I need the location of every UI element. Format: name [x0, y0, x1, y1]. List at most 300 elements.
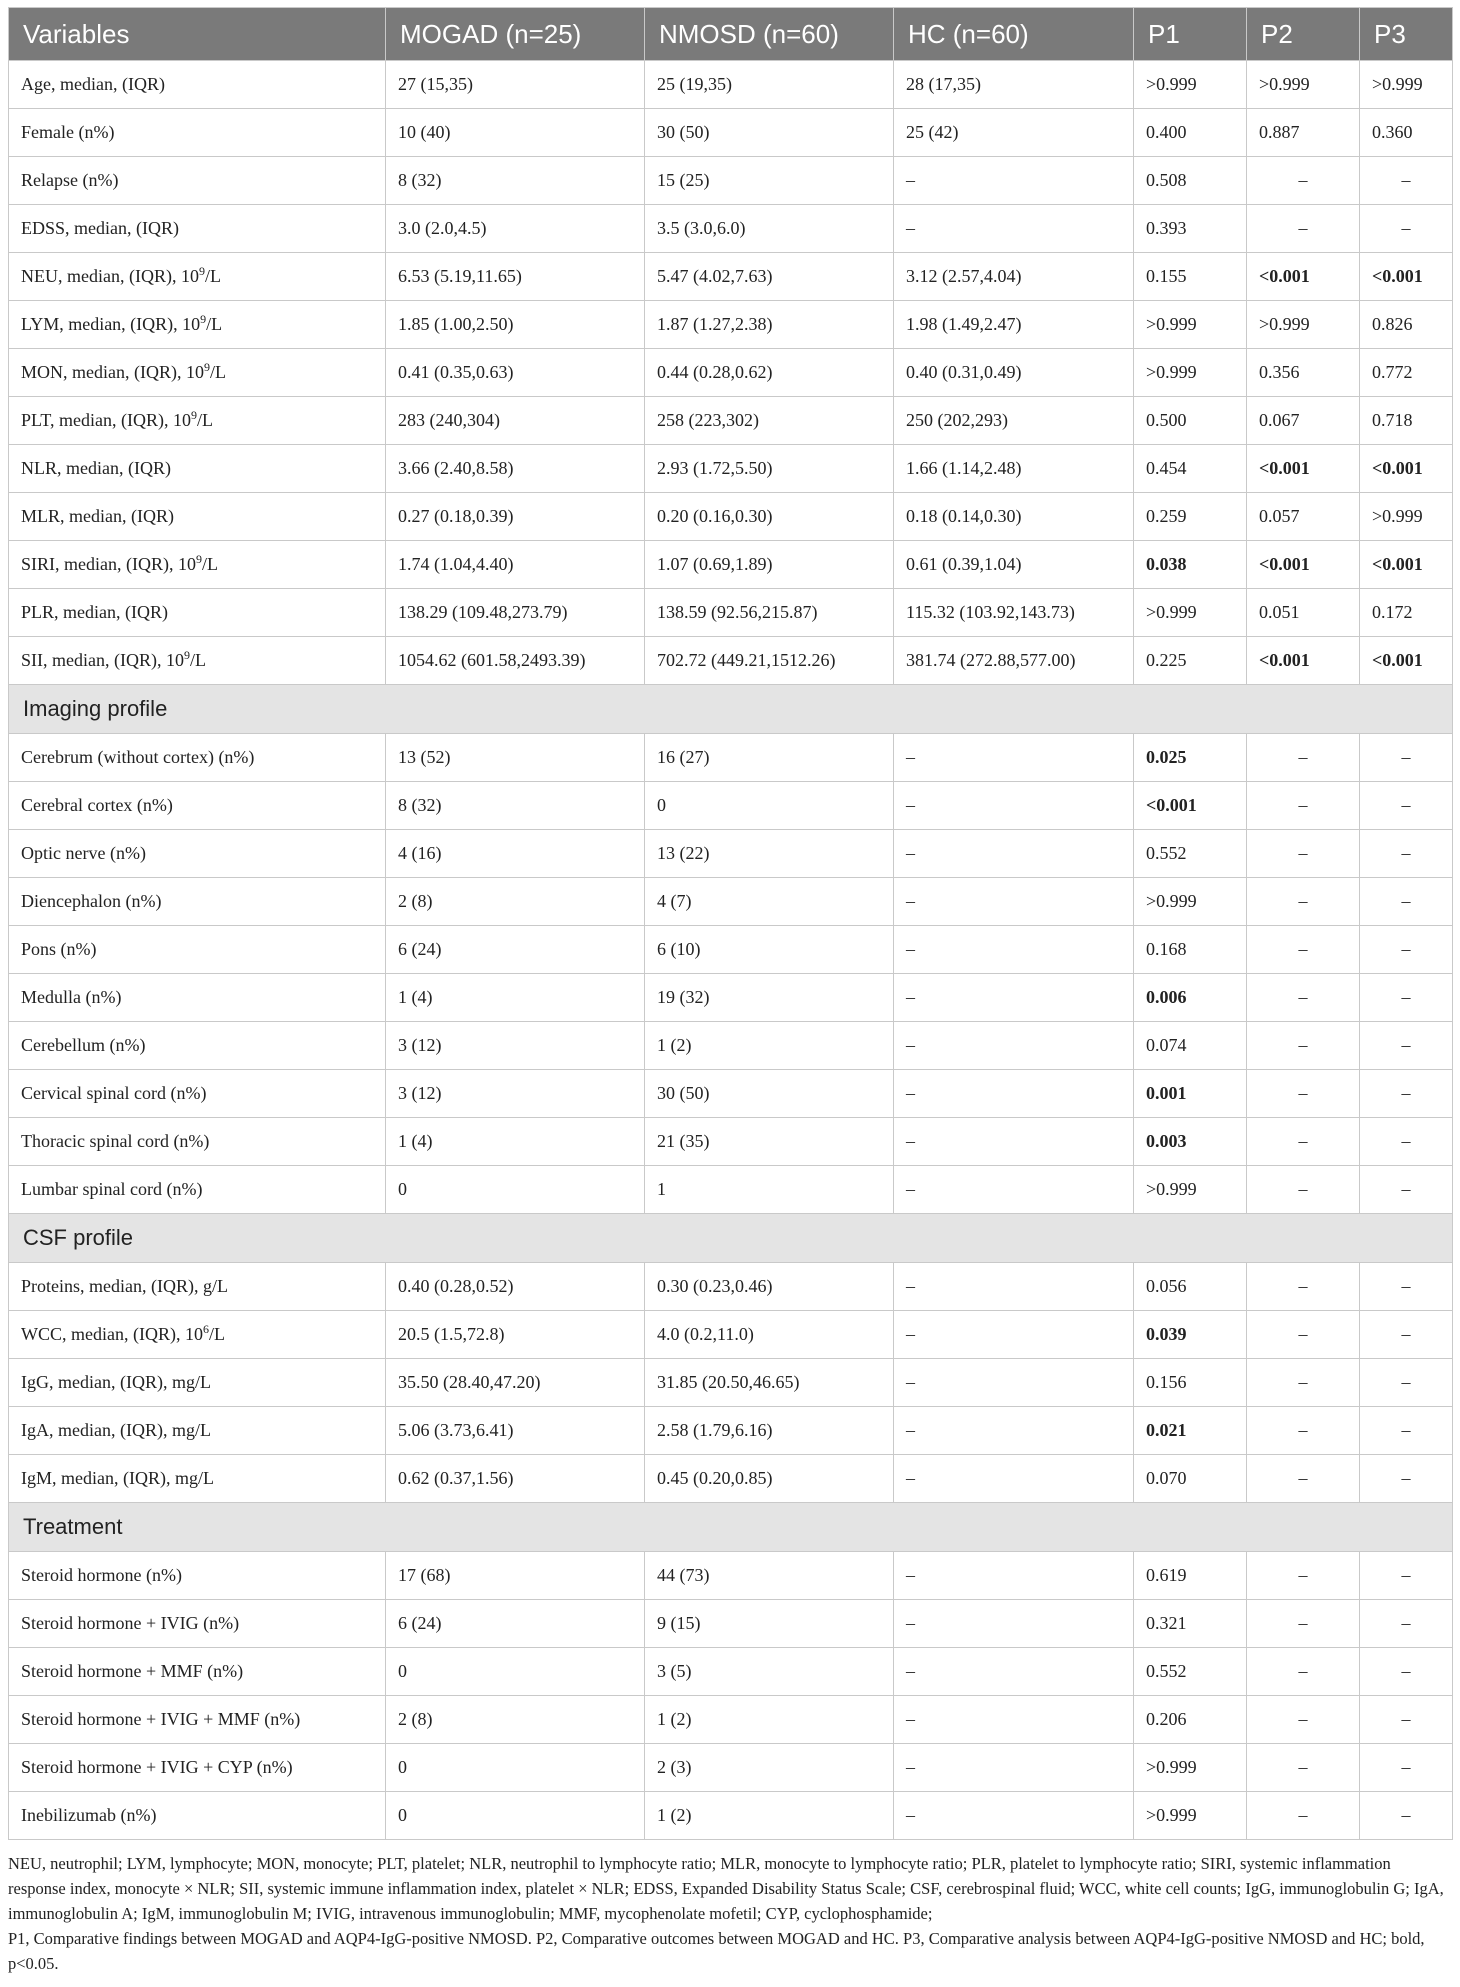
p-value-cell: 0.552	[1134, 830, 1247, 878]
row-label-unit: /L	[204, 266, 221, 286]
value-cell: 5.06 (3.73,6.41)	[386, 1407, 645, 1455]
table-row	[9, 493, 1453, 541]
p-value-cell: –	[1360, 1263, 1453, 1311]
value-cell: –	[894, 1166, 1134, 1214]
row-label	[9, 1744, 386, 1792]
row-label-text: Pons (n%)	[21, 939, 97, 959]
value-cell: 0.40 (0.31,0.49)	[894, 349, 1134, 397]
value-cell: 0.45 (0.20,0.85)	[645, 1455, 894, 1503]
p-value-cell: <0.001	[1247, 541, 1360, 589]
p-value-cell: –	[1360, 1455, 1453, 1503]
p-value-cell: >0.999	[1134, 1792, 1247, 1840]
row-label	[9, 637, 386, 685]
row-label-exponent: 9	[183, 648, 190, 662]
row-label-text: PLT, median, (IQR), 10	[21, 410, 191, 430]
header-p1: P1	[1134, 8, 1247, 61]
row-label	[9, 1166, 386, 1214]
row-label	[9, 349, 386, 397]
value-cell: 0.30 (0.23,0.46)	[645, 1263, 894, 1311]
value-cell: 0.20 (0.16,0.30)	[645, 493, 894, 541]
p-value-cell: 0.051	[1247, 589, 1360, 637]
p-value-cell: 0.156	[1134, 1359, 1247, 1407]
p-value-cell: 0.006	[1134, 974, 1247, 1022]
p-value-cell: –	[1247, 878, 1360, 926]
row-label-exponent: 9	[195, 552, 202, 566]
p-value-cell: –	[1360, 1359, 1453, 1407]
p-value-cell: –	[1247, 1552, 1360, 1600]
row-label-text: Steroid hormone + IVIG + MMF (n%)	[21, 1709, 301, 1729]
value-cell: 1.66 (1.14,2.48)	[894, 445, 1134, 493]
value-cell: 138.29 (109.48,273.79)	[386, 589, 645, 637]
value-cell: 2 (3)	[645, 1744, 894, 1792]
value-cell: –	[894, 157, 1134, 205]
p-value-cell: –	[1360, 205, 1453, 253]
row-label-exponent: 9	[198, 264, 205, 278]
row-label	[9, 1263, 386, 1311]
table-row	[9, 926, 1453, 974]
row-label-text: Lumbar spinal cord (n%)	[21, 1179, 203, 1199]
row-label	[9, 1696, 386, 1744]
p-value-cell: –	[1360, 1022, 1453, 1070]
p-value-cell: >0.999	[1134, 301, 1247, 349]
header-p2: P2	[1247, 8, 1360, 61]
value-cell: 702.72 (449.21,1512.26)	[645, 637, 894, 685]
p-value-cell: –	[1247, 205, 1360, 253]
row-label	[9, 1455, 386, 1503]
row-label	[9, 253, 386, 301]
table-row	[9, 878, 1453, 926]
row-label-exponent: 6	[202, 1322, 209, 1336]
value-cell: 3.12 (2.57,4.04)	[894, 253, 1134, 301]
p-value-cell: 0.826	[1360, 301, 1453, 349]
row-label-text: Relapse (n%)	[21, 170, 119, 190]
table-row	[9, 974, 1453, 1022]
value-cell: 13 (52)	[386, 734, 645, 782]
p-value-cell: <0.001	[1134, 782, 1247, 830]
table-row	[9, 1070, 1453, 1118]
p-value-cell: –	[1247, 157, 1360, 205]
section-row	[9, 1214, 1453, 1263]
value-cell: 1 (4)	[386, 974, 645, 1022]
table-row	[9, 734, 1453, 782]
table-row	[9, 1311, 1453, 1359]
value-cell: 0	[645, 782, 894, 830]
table-row	[9, 349, 1453, 397]
value-cell: 20.5 (1.5,72.8)	[386, 1311, 645, 1359]
table-row	[9, 1744, 1453, 1792]
p-value-cell: >0.999	[1360, 493, 1453, 541]
table-row	[9, 782, 1453, 830]
table-row	[9, 830, 1453, 878]
p-value-cell: 0.025	[1134, 734, 1247, 782]
p-value-cell: >0.999	[1360, 61, 1453, 109]
row-label-text: Proteins, median, (IQR), g/L	[21, 1276, 228, 1296]
p-value-cell: –	[1247, 1359, 1360, 1407]
row-label	[9, 878, 386, 926]
row-label-text: Age, median, (IQR)	[21, 74, 165, 94]
row-label	[9, 397, 386, 445]
table-row	[9, 205, 1453, 253]
row-label-text: Steroid hormone + IVIG (n%)	[21, 1613, 240, 1633]
row-label	[9, 541, 386, 589]
value-cell: –	[894, 734, 1134, 782]
value-cell: 25 (42)	[894, 109, 1134, 157]
value-cell: 1.85 (1.00,2.50)	[386, 301, 645, 349]
row-label-unit: /L	[201, 554, 218, 574]
p-value-cell: –	[1247, 1166, 1360, 1214]
value-cell: 3 (12)	[386, 1070, 645, 1118]
row-label	[9, 1118, 386, 1166]
p-value-cell: >0.999	[1134, 1744, 1247, 1792]
p-value-cell: 0.259	[1134, 493, 1247, 541]
p-value-cell: –	[1247, 974, 1360, 1022]
value-cell: 283 (240,304)	[386, 397, 645, 445]
table-row	[9, 157, 1453, 205]
value-cell: 0.41 (0.35,0.63)	[386, 349, 645, 397]
p-value-cell: 0.321	[1134, 1600, 1247, 1648]
p-value-cell: –	[1247, 1118, 1360, 1166]
table-row	[9, 1648, 1453, 1696]
table-row	[9, 1407, 1453, 1455]
p-value-cell: 0.887	[1247, 109, 1360, 157]
p-value-cell: 0.500	[1134, 397, 1247, 445]
value-cell: 27 (15,35)	[386, 61, 645, 109]
value-cell: 25 (19,35)	[645, 61, 894, 109]
table-row	[9, 1166, 1453, 1214]
p-value-cell: –	[1360, 1552, 1453, 1600]
row-label-unit: /L	[196, 410, 213, 430]
p-value-cell: 0.454	[1134, 445, 1247, 493]
p-value-cell: >0.999	[1134, 61, 1247, 109]
p-value-cell: –	[1360, 1744, 1453, 1792]
value-cell: –	[894, 1744, 1134, 1792]
section-title: Treatment	[9, 1503, 1453, 1552]
value-cell: –	[894, 830, 1134, 878]
p-value-cell: <0.001	[1247, 637, 1360, 685]
value-cell: 21 (35)	[645, 1118, 894, 1166]
row-label-text: LYM, median, (IQR), 10	[21, 314, 201, 334]
p-value-cell: 0.718	[1360, 397, 1453, 445]
row-label-text: Cervical spinal cord (n%)	[21, 1083, 207, 1103]
p-value-cell: –	[1247, 830, 1360, 878]
row-label-text: Inebilizumab (n%)	[21, 1805, 157, 1825]
p-value-cell: –	[1247, 1263, 1360, 1311]
row-label	[9, 493, 386, 541]
value-cell: 3 (12)	[386, 1022, 645, 1070]
row-label	[9, 1600, 386, 1648]
value-cell: 10 (40)	[386, 109, 645, 157]
p-value-cell: <0.001	[1247, 445, 1360, 493]
row-label-text: WCC, median, (IQR), 10	[21, 1324, 203, 1344]
p-value-cell: <0.001	[1360, 637, 1453, 685]
row-label	[9, 1022, 386, 1070]
p-value-cell: <0.001	[1360, 445, 1453, 493]
p-value-cell: –	[1360, 782, 1453, 830]
row-label-unit: /L	[189, 650, 206, 670]
value-cell: –	[894, 1407, 1134, 1455]
p-value-cell: >0.999	[1134, 1166, 1247, 1214]
value-cell: 30 (50)	[645, 1070, 894, 1118]
row-label-text: Steroid hormone + IVIG + CYP (n%)	[21, 1757, 293, 1777]
row-label-text: Diencephalon (n%)	[21, 891, 162, 911]
row-label-text: MON, median, (IQR), 10	[21, 362, 204, 382]
p-value-cell: <0.001	[1247, 253, 1360, 301]
value-cell: 0.62 (0.37,1.56)	[386, 1455, 645, 1503]
table-row	[9, 109, 1453, 157]
p-value-cell: –	[1247, 1792, 1360, 1840]
value-cell: 0.44 (0.28,0.62)	[645, 349, 894, 397]
row-label	[9, 926, 386, 974]
value-cell: –	[894, 1022, 1134, 1070]
value-cell: 0	[386, 1648, 645, 1696]
p-value-cell: 0.772	[1360, 349, 1453, 397]
value-cell: –	[894, 1648, 1134, 1696]
table-row	[9, 253, 1453, 301]
table-row	[9, 1118, 1453, 1166]
row-label-text: Cerebral cortex (n%)	[21, 795, 173, 815]
value-cell: 1.87 (1.27,2.38)	[645, 301, 894, 349]
value-cell: 8 (32)	[386, 157, 645, 205]
row-label	[9, 301, 386, 349]
section-row	[9, 685, 1453, 734]
p-value-cell: –	[1360, 734, 1453, 782]
table-row	[9, 589, 1453, 637]
header-row	[9, 8, 1453, 61]
p-value-cell: –	[1360, 878, 1453, 926]
p-value-cell: 0.155	[1134, 253, 1247, 301]
table-row	[9, 1022, 1453, 1070]
value-cell: 1 (4)	[386, 1118, 645, 1166]
value-cell: 0	[386, 1744, 645, 1792]
p-value-cell: –	[1360, 157, 1453, 205]
row-label	[9, 734, 386, 782]
p-value-cell: –	[1360, 1600, 1453, 1648]
value-cell: 9 (15)	[645, 1600, 894, 1648]
p-value-cell: –	[1360, 1118, 1453, 1166]
table-row	[9, 1552, 1453, 1600]
table-row	[9, 445, 1453, 493]
value-cell: –	[894, 1600, 1134, 1648]
row-label-unit: /L	[206, 314, 223, 334]
p-value-cell: 0.070	[1134, 1455, 1247, 1503]
value-cell: 5.47 (4.02,7.63)	[645, 253, 894, 301]
p-value-cell: 0.225	[1134, 637, 1247, 685]
p-value-cell: 0.393	[1134, 205, 1247, 253]
row-label	[9, 1359, 386, 1407]
table-row	[9, 637, 1453, 685]
row-label-text: EDSS, median, (IQR)	[21, 218, 179, 238]
p-value-cell: 0.360	[1360, 109, 1453, 157]
row-label-text: IgA, median, (IQR), mg/L	[21, 1420, 211, 1440]
row-label	[9, 1407, 386, 1455]
p-value-cell: –	[1247, 1455, 1360, 1503]
p-value-cell: 0.057	[1247, 493, 1360, 541]
row-label-text: MLR, median, (IQR)	[21, 506, 174, 526]
footnote-abbreviations: NEU, neutrophil; LYM, lymphocyte; MON, monocyte; PLT, platelet; NLR, neutrophil to lymphocyte ratio; MLR, monocyte to lymphocyte ratio; PLR, platelet to lymphocyte ratio; SIRI, systemic inflammation response index, monocyte × NLR; SII, systemic immune inflammation index, platelet × NLR; EDSS, Expanded Disability Status Scale; CSF, cerebrospinal fluid; WCC, white cell counts; IgG, immunoglobulin G; IgA, immunoglobulin A; IgM, immunoglobulin M; IVIG, intravenous immunoglobulin; MMF, mycophenolate mofetil; CYP, cyclophosphamide;	[8, 1854, 1444, 1923]
value-cell: 2.93 (1.72,5.50)	[645, 445, 894, 493]
table-row	[9, 541, 1453, 589]
table-footnote	[8, 1851, 1452, 1976]
data-table	[8, 7, 1453, 1840]
p-value-cell: –	[1247, 1744, 1360, 1792]
value-cell: –	[894, 878, 1134, 926]
row-label-text: PLR, median, (IQR)	[21, 602, 168, 622]
row-label	[9, 1070, 386, 1118]
row-label-text: IgG, median, (IQR), mg/L	[21, 1372, 211, 1392]
section-title: CSF profile	[9, 1214, 1453, 1263]
value-cell: 3.0 (2.0,4.5)	[386, 205, 645, 253]
value-cell: 1 (2)	[645, 1022, 894, 1070]
value-cell: 16 (27)	[645, 734, 894, 782]
value-cell: 258 (223,302)	[645, 397, 894, 445]
row-label	[9, 61, 386, 109]
value-cell: –	[894, 1311, 1134, 1359]
row-label	[9, 157, 386, 205]
table-row	[9, 1455, 1453, 1503]
table-row	[9, 1600, 1453, 1648]
value-cell: –	[894, 1070, 1134, 1118]
value-cell: 0	[386, 1166, 645, 1214]
p-value-cell: –	[1360, 926, 1453, 974]
value-cell: 6 (24)	[386, 926, 645, 974]
table-row	[9, 61, 1453, 109]
value-cell: 1 (2)	[645, 1696, 894, 1744]
value-cell: 0.40 (0.28,0.52)	[386, 1263, 645, 1311]
row-label	[9, 1792, 386, 1840]
p-value-cell: –	[1247, 1407, 1360, 1455]
p-value-cell: –	[1360, 1792, 1453, 1840]
value-cell: 2 (8)	[386, 878, 645, 926]
p-value-cell: –	[1360, 1648, 1453, 1696]
row-label-text: NLR, median, (IQR)	[21, 458, 171, 478]
p-value-cell: –	[1360, 1070, 1453, 1118]
row-label-unit: /L	[208, 1324, 225, 1344]
section-row	[9, 1503, 1453, 1552]
value-cell: 4 (7)	[645, 878, 894, 926]
row-label-exponent: 9	[203, 360, 210, 374]
p-value-cell: 0.001	[1134, 1070, 1247, 1118]
value-cell: 0	[386, 1792, 645, 1840]
value-cell: 1.74 (1.04,4.40)	[386, 541, 645, 589]
value-cell: 3.5 (3.0,6.0)	[645, 205, 894, 253]
value-cell: –	[894, 1696, 1134, 1744]
value-cell: 35.50 (28.40,47.20)	[386, 1359, 645, 1407]
value-cell: –	[894, 926, 1134, 974]
value-cell: 6 (24)	[386, 1600, 645, 1648]
p-value-cell: –	[1247, 1311, 1360, 1359]
value-cell: 4.0 (0.2,11.0)	[645, 1311, 894, 1359]
value-cell: 8 (32)	[386, 782, 645, 830]
value-cell: –	[894, 1263, 1134, 1311]
p-value-cell: 0.400	[1134, 109, 1247, 157]
p-value-cell: –	[1247, 1648, 1360, 1696]
header-p3: P3	[1360, 8, 1453, 61]
p-value-cell: –	[1247, 1696, 1360, 1744]
p-value-cell: 0.074	[1134, 1022, 1247, 1070]
p-value-cell: –	[1360, 1407, 1453, 1455]
header-nmosd: NMOSD (n=60)	[645, 8, 894, 61]
p-value-cell: –	[1360, 830, 1453, 878]
row-label-text: Steroid hormone + MMF (n%)	[21, 1661, 244, 1681]
row-label-text: Female (n%)	[21, 122, 115, 142]
value-cell: 1.07 (0.69,1.89)	[645, 541, 894, 589]
value-cell: –	[894, 1455, 1134, 1503]
section-title: Imaging profile	[9, 685, 1453, 734]
p-value-cell: 0.206	[1134, 1696, 1247, 1744]
row-label-exponent: 9	[190, 408, 197, 422]
p-value-cell: –	[1360, 1696, 1453, 1744]
table-row	[9, 1359, 1453, 1407]
value-cell: 3.66 (2.40,8.58)	[386, 445, 645, 493]
row-label	[9, 589, 386, 637]
value-cell: 3 (5)	[645, 1648, 894, 1696]
p-value-cell: <0.001	[1360, 253, 1453, 301]
row-label	[9, 974, 386, 1022]
value-cell: 4 (16)	[386, 830, 645, 878]
row-label-text: Steroid hormone (n%)	[21, 1565, 182, 1585]
table-row	[9, 1696, 1453, 1744]
table-row	[9, 1792, 1453, 1840]
table-row	[9, 301, 1453, 349]
header-hc: HC (n=60)	[894, 8, 1134, 61]
row-label-text: Optic nerve (n%)	[21, 843, 146, 863]
value-cell: 2.58 (1.79,6.16)	[645, 1407, 894, 1455]
p-value-cell: 0.172	[1360, 589, 1453, 637]
value-cell: 13 (22)	[645, 830, 894, 878]
p-value-cell: –	[1247, 734, 1360, 782]
row-label	[9, 830, 386, 878]
value-cell: –	[894, 205, 1134, 253]
value-cell: 30 (50)	[645, 109, 894, 157]
row-label-text: SII, median, (IQR), 10	[21, 650, 184, 670]
header-mogad: MOGAD (n=25)	[386, 8, 645, 61]
value-cell: 1054.62 (601.58,2493.39)	[386, 637, 645, 685]
value-cell: 17 (68)	[386, 1552, 645, 1600]
row-label-exponent: 9	[200, 312, 207, 326]
value-cell: 381.74 (272.88,577.00)	[894, 637, 1134, 685]
p-value-cell: 0.003	[1134, 1118, 1247, 1166]
p-value-cell: <0.001	[1360, 541, 1453, 589]
p-value-cell: 0.619	[1134, 1552, 1247, 1600]
p-value-cell: 0.038	[1134, 541, 1247, 589]
value-cell: 1	[645, 1166, 894, 1214]
table-body	[9, 61, 1453, 1840]
p-value-cell: 0.508	[1134, 157, 1247, 205]
value-cell: –	[894, 1118, 1134, 1166]
p-value-cell: –	[1247, 1022, 1360, 1070]
p-value-cell: 0.552	[1134, 1648, 1247, 1696]
row-label	[9, 205, 386, 253]
row-label-text: NEU, median, (IQR), 10	[21, 266, 199, 286]
p-value-cell: 0.039	[1134, 1311, 1247, 1359]
p-value-cell: >0.999	[1134, 878, 1247, 926]
value-cell: –	[894, 1359, 1134, 1407]
row-label-text: Cerebellum (n%)	[21, 1035, 146, 1055]
row-label-text: Thoracic spinal cord (n%)	[21, 1131, 210, 1151]
p-value-cell: –	[1247, 782, 1360, 830]
p-value-cell: >0.999	[1247, 61, 1360, 109]
p-value-cell: 0.021	[1134, 1407, 1247, 1455]
value-cell: 250 (202,293)	[894, 397, 1134, 445]
row-label	[9, 1311, 386, 1359]
footnote-p-values: P1, Comparative findings between MOGAD and AQP4-IgG-positive NMOSD. P2, Comparative outcomes between MOGAD and HC. P3, Comparative analysis between AQP4-IgG-positive NMOSD and HC; bold, p<0.05.	[8, 1929, 1425, 1973]
p-value-cell: >0.999	[1134, 589, 1247, 637]
header-variables: Variables	[9, 8, 386, 61]
value-cell: 0.27 (0.18,0.39)	[386, 493, 645, 541]
value-cell: 6.53 (5.19,11.65)	[386, 253, 645, 301]
p-value-cell: –	[1247, 926, 1360, 974]
p-value-cell: –	[1247, 1600, 1360, 1648]
